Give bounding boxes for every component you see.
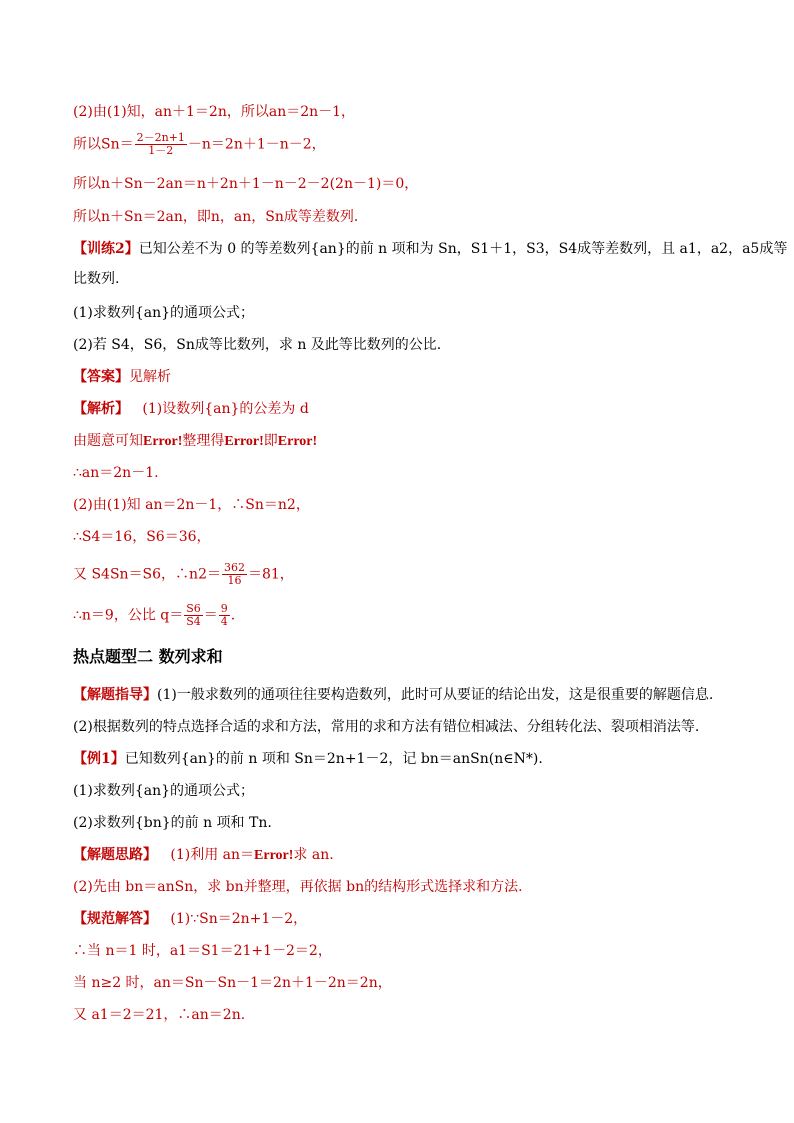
text: ＝	[203, 607, 218, 624]
fraction-denominator: 4	[220, 615, 228, 628]
idea-line-1	[73, 846, 334, 865]
text: .	[230, 607, 236, 624]
text: ＝81，	[247, 566, 294, 583]
error-field: Error!	[224, 434, 264, 449]
fraction	[184, 603, 203, 628]
error-field: Error!	[254, 848, 294, 863]
example-tag: 【例1】	[73, 751, 125, 767]
standard-answer-tag: 【规范解答】	[73, 911, 157, 927]
training-2-problem-cont: 比数列.	[73, 271, 120, 287]
text: －n＝2n＋1－n－2，	[187, 136, 326, 153]
problem-text: 已知数列{an}的前 n 项和 Sn＝2n+1－2，记 bn＝anSn(n∈N*).	[124, 751, 543, 767]
training-2-problem	[73, 240, 787, 258]
guide-text: (1)一般求数列的通项往往要构造数列，此时可从要证的结论出发，这是很重要的解题信息.	[157, 687, 714, 703]
text: 又 S4Sn＝S6，∴n2＝	[73, 566, 221, 583]
text: 即	[263, 433, 278, 449]
example-1-problem	[73, 750, 543, 768]
text: 整理得	[182, 433, 225, 449]
error-field: Error!	[277, 434, 318, 449]
fraction-numerator: 362	[223, 561, 245, 574]
fraction-denominator: S4	[186, 615, 201, 628]
analysis-line	[73, 400, 309, 418]
text: (1)∵Sn＝2n+1－2，	[170, 911, 308, 927]
line-solution-1: ∴an＝2n－1.	[73, 465, 159, 481]
answer-text: 见解析	[129, 369, 171, 385]
fraction	[219, 603, 230, 628]
answer-step-2: 当 n≥2 时，an＝Sn－Sn－1＝2n＋1－2n＝2n，	[73, 975, 392, 991]
fraction-denominator: 16	[227, 574, 242, 587]
error-field: Error!	[143, 434, 183, 449]
analysis-tag: 【解析】	[73, 401, 129, 417]
example-question-1: (1)求数列{an}的通项公式；	[73, 783, 255, 799]
guide-line-2: (2)根据数列的特点选择合适的求和方法，常用的求和方法有错位相减法、分组转化法、裂项相消法等.	[73, 719, 700, 735]
answer-step-1: ∴当 n＝1 时，a1＝S1＝21+1－2＝2，	[73, 943, 332, 959]
example-question-2: (2)求数列{bn}的前 n 项和 Tn.	[73, 815, 272, 831]
question-1: (1)求数列{an}的通项公式；	[73, 305, 255, 321]
fraction-numerator: S6	[186, 602, 201, 615]
line-proof-4: 所以n＋Sn＝2an，即n，an，Sn成等差数列．	[73, 209, 368, 225]
line-solution-3: ∴S4＝16，S6＝36，	[73, 529, 211, 545]
line-error-refs	[73, 432, 317, 451]
line-solution-4	[73, 562, 294, 587]
line-proof-1: (2)由(1)知，an＋1＝2n，所以an＝2n－1，	[73, 104, 356, 120]
problem-text: 已知公差不为 0 的等差数列{an}的前 n 项和为 Sn，S1＋1，S3，S4成等差数列，且 a1，a2，a5成等	[138, 241, 788, 257]
question-2: (2)若 S4，S6，Sn成等比数列，求 n 及此等比数列的公比.	[73, 337, 442, 353]
fraction	[222, 562, 247, 587]
guide-tag: 【解题指导】	[73, 687, 157, 703]
fraction	[135, 132, 187, 157]
text: 所以Sn＝	[73, 136, 134, 153]
answer-step-3: 又 a1＝2＝21，∴an＝2n.	[73, 1007, 246, 1023]
text: 由题意可知	[73, 433, 143, 449]
text: ∴n＝9，公比 q＝	[73, 607, 184, 624]
line-proof-2	[73, 132, 326, 157]
answer-line	[73, 368, 171, 386]
guide-line-1	[73, 686, 713, 704]
fraction-denominator: 1－2	[148, 144, 174, 157]
idea-line-2: (2)先由 bn＝anSn，求 bn并整理，再依据 bn的结构形式选择求和方法.	[73, 879, 523, 895]
line-solution-5	[73, 603, 235, 628]
analysis-text: (1)设数列{an}的公差为 d	[142, 401, 309, 417]
standard-answer-line	[73, 910, 307, 928]
training-tag: 【训练2】	[73, 241, 139, 257]
line-solution-2: (2)由(1)知 an＝2n－1，∴Sn＝n2，	[73, 497, 310, 513]
answer-tag: 【答案】	[73, 369, 129, 385]
section-title: 热点题型二 数列求和	[73, 647, 223, 666]
text: (1)利用 an＝	[170, 847, 255, 863]
text: 求 an.	[293, 847, 334, 863]
idea-tag: 【解题思路】	[73, 847, 157, 863]
fraction-numerator: 2－2n+1	[136, 131, 185, 144]
line-proof-3: 所以n＋Sn－2an＝n＋2n＋1－n－2－2(2n－1)＝0，	[73, 176, 419, 192]
fraction-numerator: 9	[220, 602, 228, 615]
